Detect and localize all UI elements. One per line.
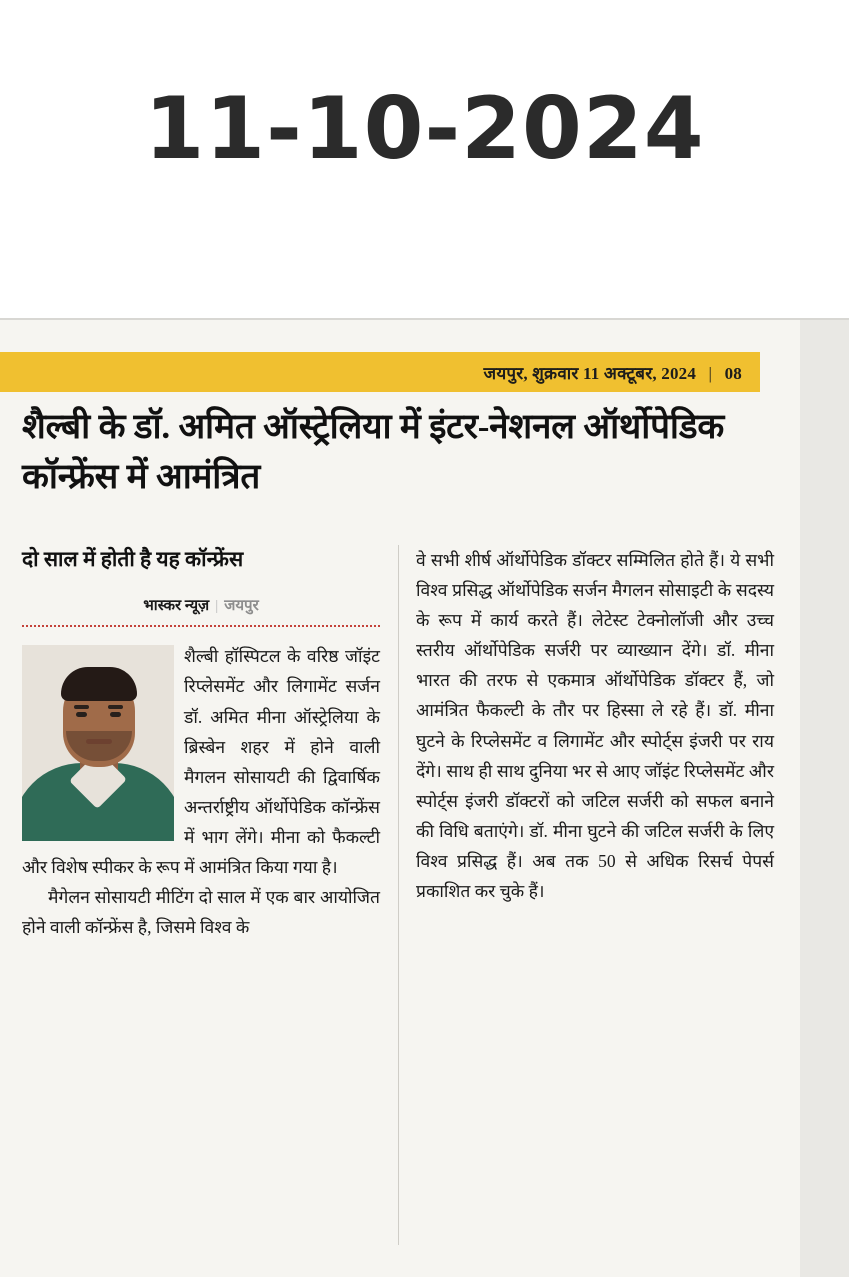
date-banner xyxy=(0,0,849,318)
clipping-cutoff-line xyxy=(22,1248,774,1277)
masthead-page-number: 08 xyxy=(724,363,742,383)
photo-eye-left xyxy=(76,712,87,717)
byline-rule xyxy=(22,625,380,627)
byline-separator: | xyxy=(215,598,219,615)
masthead-separator: | xyxy=(708,363,713,383)
left-column xyxy=(22,545,380,942)
right-column-text xyxy=(416,545,774,906)
masthead-strip xyxy=(0,352,760,392)
left-paragraph-2: मैगेलन सोसायटी मीटिंग दो साल में एक बार आयोजित होने वाली कॉन्फ्रेंस है, जिसमे विश्व के xyxy=(22,887,380,938)
photo-brow-right xyxy=(108,705,123,709)
article-columns xyxy=(22,545,774,1245)
article-headline: शैल्बी के डॉ. अमित ऑस्ट्रेलिया में इंटर-नेशनल ऑर्थोपेडिक कॉन्फ्रेंस में आमंत्रित xyxy=(22,407,725,496)
left-column-text xyxy=(22,641,380,942)
photo-hair xyxy=(61,667,137,701)
byline-source: भास्कर न्यूज़ xyxy=(143,598,210,615)
masthead-line xyxy=(484,361,742,384)
article-subhead: दो साल में होती है यह कॉन्फ्रेंस xyxy=(22,547,244,571)
masthead-location-date: जयपुर, शुक्रवार 11 अक्टूबर, 2024 xyxy=(483,363,697,383)
clipping-right-gutter xyxy=(800,320,849,1277)
doctor-portrait-photo xyxy=(22,645,174,841)
newspaper-clipping xyxy=(0,318,849,1275)
right-column xyxy=(416,545,774,906)
right-paragraph-1: वे सभी शीर्ष ऑर्थोपेडिक डॉक्टर सम्मिलित होते हैं। ये सभी विश्व प्रसिद्ध ऑर्थोपेडिक सर्जन मैगलन सोसाइटी के सदस्य के रूप में कार्य करते हैं। लेटेस्ट टेक्नोलॉजी और उच्च स्तरीय ऑर्थोपेडिक सर्जरी पर व्याख्यान देंगे। डॉ. मीना भारत की तरफ से एकमात्र ऑर्थोपेडिक डॉक्टर हैं, जो आमंत्रित फैकल्टी के तौर पर हिस्सा ले रहे हैं। डॉ. मीना घुटने के रिप्लेसमेंट व लिगामेंट और स्पोर्ट्स इंजरी पर राय देंगे। साथ ही साथ दुनिया भर से आए जॉइंट रिप्लेसमेंट और स्पोर्ट्स इंजरी डॉक्टरों को जटिल सर्जरी को सफल बनाने की विधि बताएंगे। डॉ. मीना घुटने की जटिल सर्जरी के लिए विश्व प्रसिद्ध हैं। अब तक 50 से अधिक रिसर्च पेपर्स प्रकाशित कर चुके हैं। xyxy=(416,550,774,902)
date-text: 11-10-2024 xyxy=(144,79,705,179)
column-divider xyxy=(398,545,399,1245)
byline xyxy=(22,595,380,615)
photo-eye-right xyxy=(110,712,121,717)
byline-place: जयपुर xyxy=(224,598,259,615)
photo-mouth xyxy=(86,739,112,744)
left-paragraph-1: शैल्बी हॉस्पिटल के वरिष्ठ जॉइंट रिप्लेसमेंट और लिगामेंट सर्जन डॉ. अमित मीना ऑस्ट्रेलिया के ब्रिस्बेन शहर में होने वाली मैगलन सोसायटी की द्विवार्षिक अन्तर्राष्ट्रीय ऑर्थोपेडिक कॉन्फ्रेंस में भाग लेंगे। मीना को फैकल्टी और विशेष स्पीकर के रूप में आमंत्रित किया गया है। xyxy=(22,646,380,877)
photo-brow-left xyxy=(74,705,89,709)
